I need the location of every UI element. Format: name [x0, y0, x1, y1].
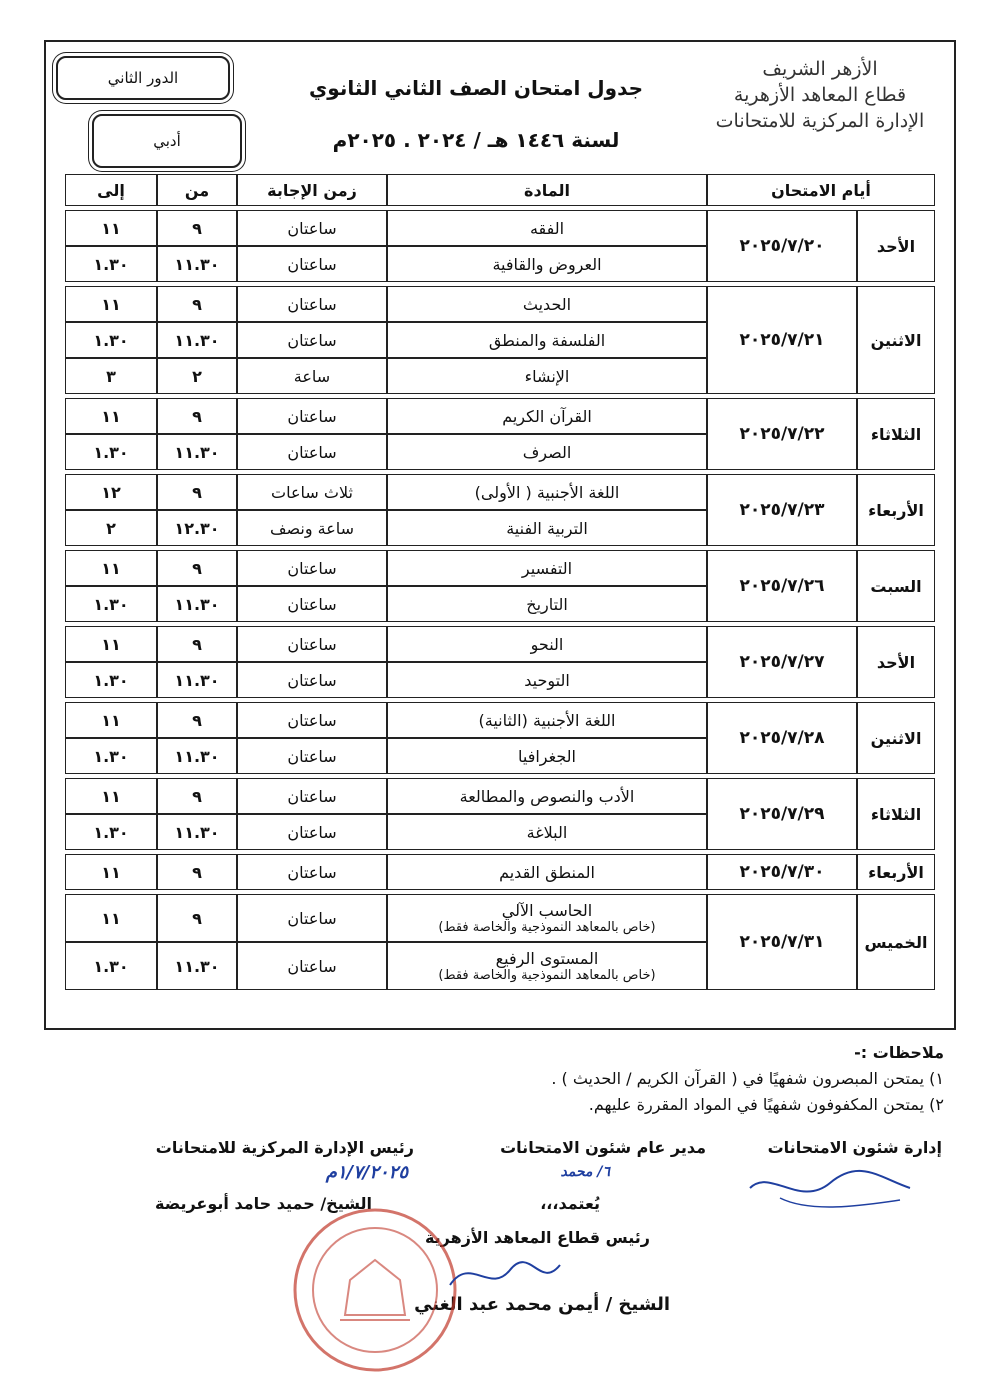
subject-cell — [387, 322, 707, 358]
duration-cell: ساعتان — [237, 586, 387, 622]
subject-name: التربية الفنية — [506, 518, 588, 538]
day-cell: الأحد — [857, 210, 935, 282]
day-cell: الاثنين — [857, 702, 935, 774]
subject-cell — [387, 358, 707, 394]
day-cell: الثلاثاء — [857, 778, 935, 850]
subject-name: الصرف — [522, 442, 572, 462]
subject-name: الجغرافيا — [518, 746, 576, 766]
table-header — [65, 174, 935, 206]
day-cell: الأربعاء — [857, 854, 935, 890]
subject-name: التاريخ — [526, 594, 568, 614]
duration-cell: ساعتان — [237, 894, 387, 942]
exams-admin-title: إدارة شئون الامتحانات — [767, 1138, 942, 1157]
duration-cell: ساعتان — [237, 942, 387, 990]
duration-cell: ساعتان — [237, 246, 387, 282]
to-cell: ١.٣٠ — [65, 662, 157, 698]
subject-name: المنطق القديم — [499, 862, 595, 882]
duration-cell: ساعتان — [237, 550, 387, 586]
day-cell: الأحد — [857, 626, 935, 698]
subject-name: الإنشاء — [524, 366, 570, 386]
to-cell: ٣ — [65, 358, 157, 394]
table-row — [65, 398, 935, 434]
subject-cell — [387, 854, 707, 890]
subject-name: العروض والقافية — [492, 254, 602, 274]
header-duration: زمن الإجابة — [237, 174, 387, 206]
subject-name: النحو — [530, 634, 564, 654]
division-box — [92, 114, 242, 168]
exams-admin-signature — [740, 1158, 920, 1218]
to-cell: ١١ — [65, 550, 157, 586]
to-cell: ١.٣٠ — [65, 738, 157, 774]
sector-head-name: الشيخ / أيمن محمد عبد الغني — [414, 1294, 670, 1315]
to-cell: ١.٣٠ — [65, 246, 157, 282]
subject-name: الحاسب الآلي — [501, 901, 593, 920]
subject-name: الأدب والنصوص والمطالعة — [459, 786, 635, 806]
duration-cell: ساعتان — [237, 434, 387, 470]
logo-line: الإدارة المركزية للامتحانات — [715, 110, 925, 132]
subject-cell — [387, 434, 707, 470]
table-row — [65, 778, 935, 814]
notes-heading: ملاحظات :- — [854, 1043, 944, 1062]
duration-cell: ساعة — [237, 358, 387, 394]
table-row — [65, 550, 935, 586]
day-cell: الاثنين — [857, 286, 935, 394]
date-cell: ٢٠٢٥/٧/٢٨ — [707, 702, 857, 774]
subject-cell — [387, 474, 707, 510]
header-from: من — [157, 174, 237, 206]
to-cell: ٢ — [65, 510, 157, 546]
subject-cell — [387, 738, 707, 774]
from-cell: ٩ — [157, 626, 237, 662]
subject-name: الفلسفة والمنطق — [488, 330, 606, 350]
subject-cell — [387, 246, 707, 282]
subject-name: التفسير — [521, 558, 573, 578]
notes-section — [64, 1040, 944, 1118]
subject-cell — [387, 662, 707, 698]
round-box — [56, 56, 230, 100]
to-cell: ١.٣٠ — [65, 434, 157, 470]
from-cell: ٩ — [157, 702, 237, 738]
duration-cell: ساعتان — [237, 854, 387, 890]
subject-name: الفقه — [529, 218, 565, 238]
subject-name: البلاغة — [526, 822, 568, 842]
subject-cell — [387, 702, 707, 738]
subject-name: اللغة الأجنبية ( الأولى) — [474, 482, 620, 502]
duration-cell: ثلاث ساعات — [237, 474, 387, 510]
from-cell: ٩ — [157, 894, 237, 942]
from-cell: ١١.٣٠ — [157, 246, 237, 282]
logo-line: قطاع المعاهد الأزهرية — [733, 84, 907, 106]
duration-cell: ساعتان — [237, 286, 387, 322]
subject-name: التوحيد — [524, 670, 570, 690]
date-cell: ٢٠٢٥/٧/٢٧ — [707, 626, 857, 698]
duration-cell: ساعتان — [237, 702, 387, 738]
date-cell: ٢٠٢٥/٧/٢٢ — [707, 398, 857, 470]
note-item: ١) يمتحن المبصرون شفهيًا في ( القرآن الكريم / الحديث ) . — [551, 1069, 944, 1088]
duration-cell: ساعتان — [237, 738, 387, 774]
to-cell: ١١ — [65, 894, 157, 942]
to-cell: ١١ — [65, 778, 157, 814]
from-cell: ١١.٣٠ — [157, 738, 237, 774]
gm-handwritten: ٦/ محمد — [560, 1164, 610, 1180]
duration-cell: ساعتان — [237, 778, 387, 814]
from-cell: ١١.٣٠ — [157, 586, 237, 622]
duration-cell: ساعتان — [237, 662, 387, 698]
head-central-name: الشيخ/ حميد حامد أبوعريضة — [155, 1194, 372, 1213]
date-cell: ٢٠٢٥/٧/٣١ — [707, 894, 857, 990]
official-stamp — [290, 1205, 460, 1375]
from-cell: ٢ — [157, 358, 237, 394]
round-label: الدور الثاني — [107, 69, 179, 87]
subject-cell — [387, 778, 707, 814]
table-row — [65, 286, 935, 322]
from-cell: ٩ — [157, 286, 237, 322]
table-row — [65, 702, 935, 738]
table-row — [65, 894, 935, 942]
head-central-title: رئيس الإدارة المركزية للامتحانات — [155, 1138, 414, 1157]
year-line: لسنة ١٤٤٦ هـ / ٢٠٢٤ . ٢٠٢٥م — [332, 128, 620, 152]
subject-cell — [387, 550, 707, 586]
division-label: أدبي — [153, 132, 181, 150]
document-frame — [44, 40, 956, 1030]
subject-cell — [387, 894, 707, 942]
to-cell: ١١ — [65, 286, 157, 322]
subject-note: (خاص بالمعاهد النموذجية والخاصة فقط) — [438, 920, 656, 935]
subject-name: اللغة الأجنبية (الثانية) — [478, 710, 616, 730]
duration-cell: ساعتان — [237, 210, 387, 246]
subject-cell — [387, 286, 707, 322]
subject-cell — [387, 626, 707, 662]
subject-cell — [387, 510, 707, 546]
subject-name: الحديث — [522, 294, 572, 314]
subject-note: (خاص بالمعاهد النموذجية والخاصة فقط) — [438, 968, 656, 983]
from-cell: ٩ — [157, 474, 237, 510]
subject-cell — [387, 586, 707, 622]
duration-cell: ساعتان — [237, 814, 387, 850]
from-cell: ١١.٣٠ — [157, 434, 237, 470]
approve-label: يُعتمد،،، — [540, 1194, 600, 1213]
header-days: أيام الامتحان — [707, 174, 935, 206]
day-cell: الخميس — [857, 894, 935, 990]
from-cell: ١١.٣٠ — [157, 942, 237, 990]
to-cell: ١١ — [65, 702, 157, 738]
subject-cell — [387, 210, 707, 246]
from-cell: ٩ — [157, 854, 237, 890]
date-cell: ٢٠٢٥/٧/٢٦ — [707, 550, 857, 622]
to-cell: ١.٣٠ — [65, 814, 157, 850]
date-cell: ٢٠٢٥/٧/٢٩ — [707, 778, 857, 850]
duration-cell: ساعة ونصف — [237, 510, 387, 546]
table-row — [65, 210, 935, 246]
from-cell: ٩ — [157, 550, 237, 586]
exam-schedule-table — [65, 174, 935, 990]
to-cell: ١١ — [65, 626, 157, 662]
table-row — [65, 626, 935, 662]
day-cell: الثلاثاء — [857, 398, 935, 470]
header-subject: المادة — [387, 174, 707, 206]
subject-name: المستوى الرفيع — [495, 949, 599, 968]
day-cell: السبت — [857, 550, 935, 622]
head-central-date: ١/٧/٢٠٢٥م — [325, 1162, 408, 1183]
subject-name: القرآن الكريم — [502, 406, 592, 426]
from-cell: ٩ — [157, 398, 237, 434]
date-cell: ٢٠٢٥/٧/٣٠ — [707, 854, 857, 890]
date-cell: ٢٠٢٥/٧/٢٣ — [707, 474, 857, 546]
to-cell: ١١ — [65, 398, 157, 434]
gm-title: مدير عام شئون الامتحانات — [500, 1138, 706, 1157]
table-row — [65, 474, 935, 510]
from-cell: ١١.٣٠ — [157, 814, 237, 850]
subject-cell — [387, 814, 707, 850]
sector-head-title: رئيس قطاع المعاهد الأزهرية — [424, 1228, 650, 1247]
to-cell: ١.٣٠ — [65, 322, 157, 358]
from-cell: ٩ — [157, 778, 237, 814]
duration-cell: ساعتان — [237, 322, 387, 358]
azhar-logo — [700, 56, 940, 134]
from-cell: ١٢.٣٠ — [157, 510, 237, 546]
from-cell: ١١.٣٠ — [157, 322, 237, 358]
date-cell: ٢٠٢٥/٧/٢١ — [707, 286, 857, 394]
sector-head-signature — [440, 1250, 570, 1300]
day-cell: الأربعاء — [857, 474, 935, 546]
note-item: ٢) يمتحن المكفوفون شفهيًا في المواد المقررة عليهم. — [588, 1095, 944, 1114]
date-cell: ٢٠٢٥/٧/٢٠ — [707, 210, 857, 282]
duration-cell: ساعتان — [237, 398, 387, 434]
to-cell: ١.٣٠ — [65, 586, 157, 622]
page-title: جدول امتحان الصف الثاني الثانوي — [308, 76, 644, 100]
schedule-body — [65, 174, 935, 990]
subject-cell — [387, 398, 707, 434]
to-cell: ١١ — [65, 210, 157, 246]
to-cell: ١.٣٠ — [65, 942, 157, 990]
table-row — [65, 854, 935, 890]
from-cell: ٩ — [157, 210, 237, 246]
from-cell: ١١.٣٠ — [157, 662, 237, 698]
subject-cell — [387, 942, 707, 990]
to-cell: ١٢ — [65, 474, 157, 510]
logo-line: الأزهر الشريف — [762, 58, 878, 80]
duration-cell: ساعتان — [237, 626, 387, 662]
to-cell: ١١ — [65, 854, 157, 890]
header-to: إلى — [65, 174, 157, 206]
